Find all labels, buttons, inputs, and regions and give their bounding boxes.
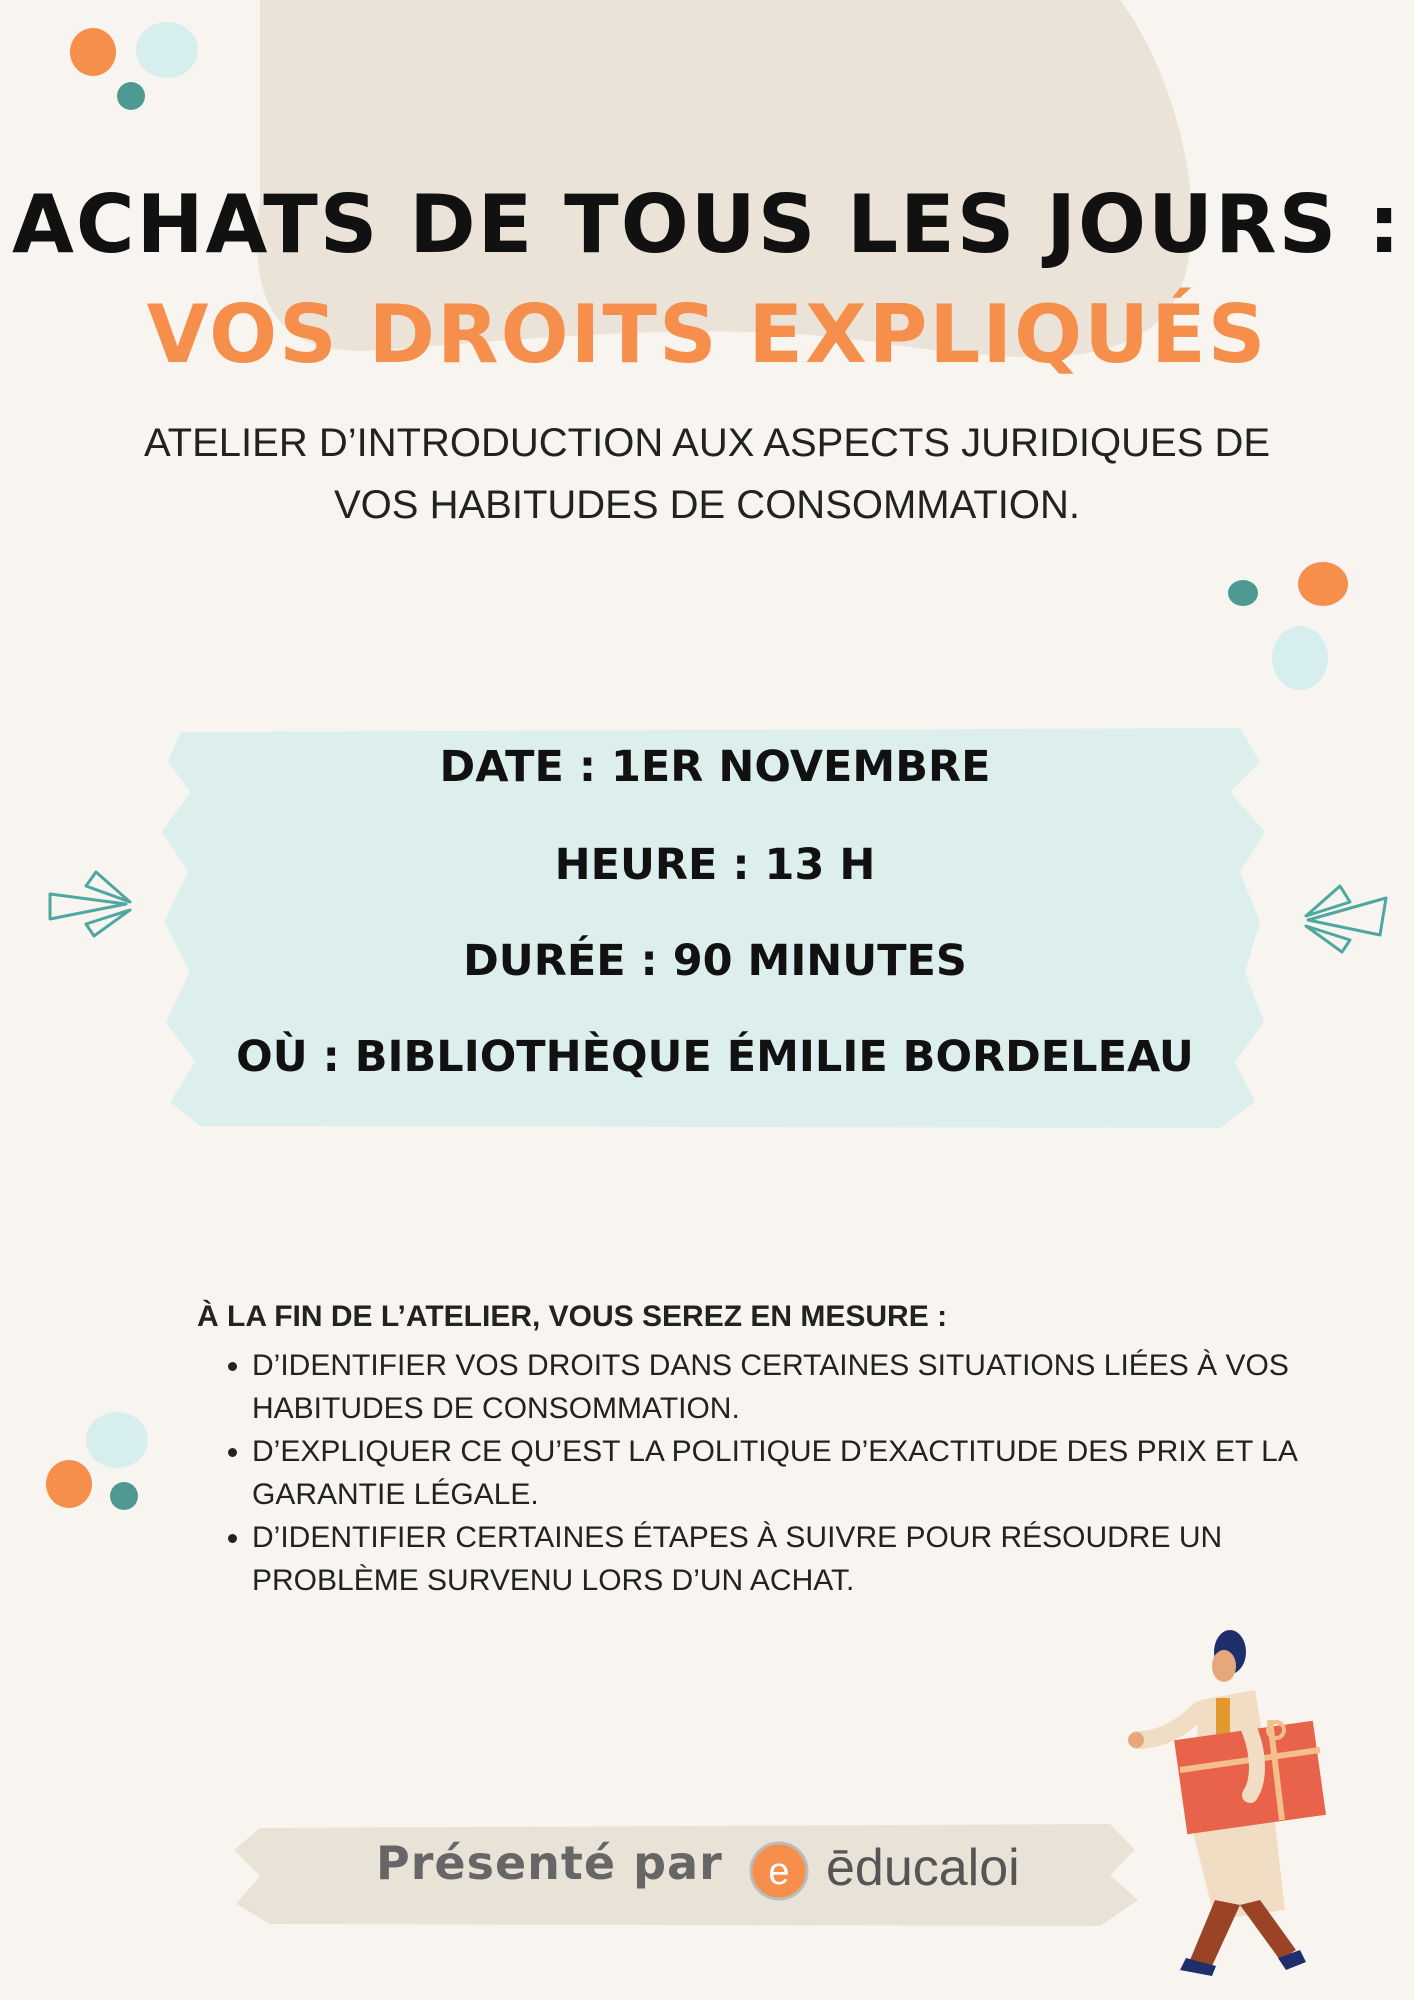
list-item: • D’IDENTIFIER VOS DROITS DANS CERTAINES SITUATIONS LIÉES À VOS HABITUDES DE CONSOMMATION.: [252, 1344, 1357, 1430]
educaloi-logo-icon: [748, 1840, 810, 1902]
presented-by-text: Présenté par: [376, 1836, 723, 1890]
decor-dot-teal: [110, 1482, 138, 1510]
arrow-burst-icon: [1300, 880, 1390, 960]
subtitle: ATELIER D’INTRODUCTION AUX ASPECTS JURIDIQUES DE VOS HABITUDES DE CONSOMMATION.: [143, 421, 1271, 527]
objectives-heading: À LA FIN DE L’ATELIER, VOUS SEREZ EN MESURE :: [197, 1300, 948, 1333]
list-item: • D’EXPLIQUER CE QU’EST LA POLITIQUE D’EXACTITUDE DES PRIX ET LA GARANTIE LÉGALE.: [252, 1430, 1357, 1516]
title-line-2: VOS DROITS EXPLIQUÉS: [146, 288, 1268, 381]
objectives-section: [197, 1300, 1357, 1602]
decor-dot-orange: [1298, 562, 1348, 606]
decor-dot-lightblue: [1272, 626, 1328, 690]
decor-dot-lightblue: [136, 22, 198, 78]
decor-dot-lightblue: [86, 1412, 148, 1468]
objectives-list: [197, 1344, 1357, 1602]
decor-dot-orange: [70, 28, 116, 76]
logo-letter: e: [768, 1851, 790, 1893]
event-date: DATE : 1ER NOVEMBRE: [439, 742, 991, 792]
decor-dot-orange: [46, 1460, 92, 1508]
person-carrying-gift-illustration: [1120, 1620, 1380, 1990]
event-location: OÙ : BIBLIOTHÈQUE ÉMILIE BORDELEAU: [236, 1032, 1194, 1082]
event-duration: DURÉE : 90 MINUTES: [463, 936, 967, 986]
list-item: • D’IDENTIFIER CERTAINES ÉTAPES À SUIVRE POUR RÉSOUDRE UN PROBLÈME SURVENU LORS D’UN ACHAT.: [252, 1516, 1357, 1602]
decor-dot-teal: [117, 82, 145, 110]
decor-dot-teal: [1228, 580, 1258, 606]
brand-name: ēducaloi: [826, 1839, 1020, 1897]
title-line-1: ACHATS DE TOUS LES JOURS :: [11, 178, 1403, 271]
event-time: HEURE : 13 H: [554, 840, 876, 890]
arrow-burst-icon: [46, 864, 136, 944]
